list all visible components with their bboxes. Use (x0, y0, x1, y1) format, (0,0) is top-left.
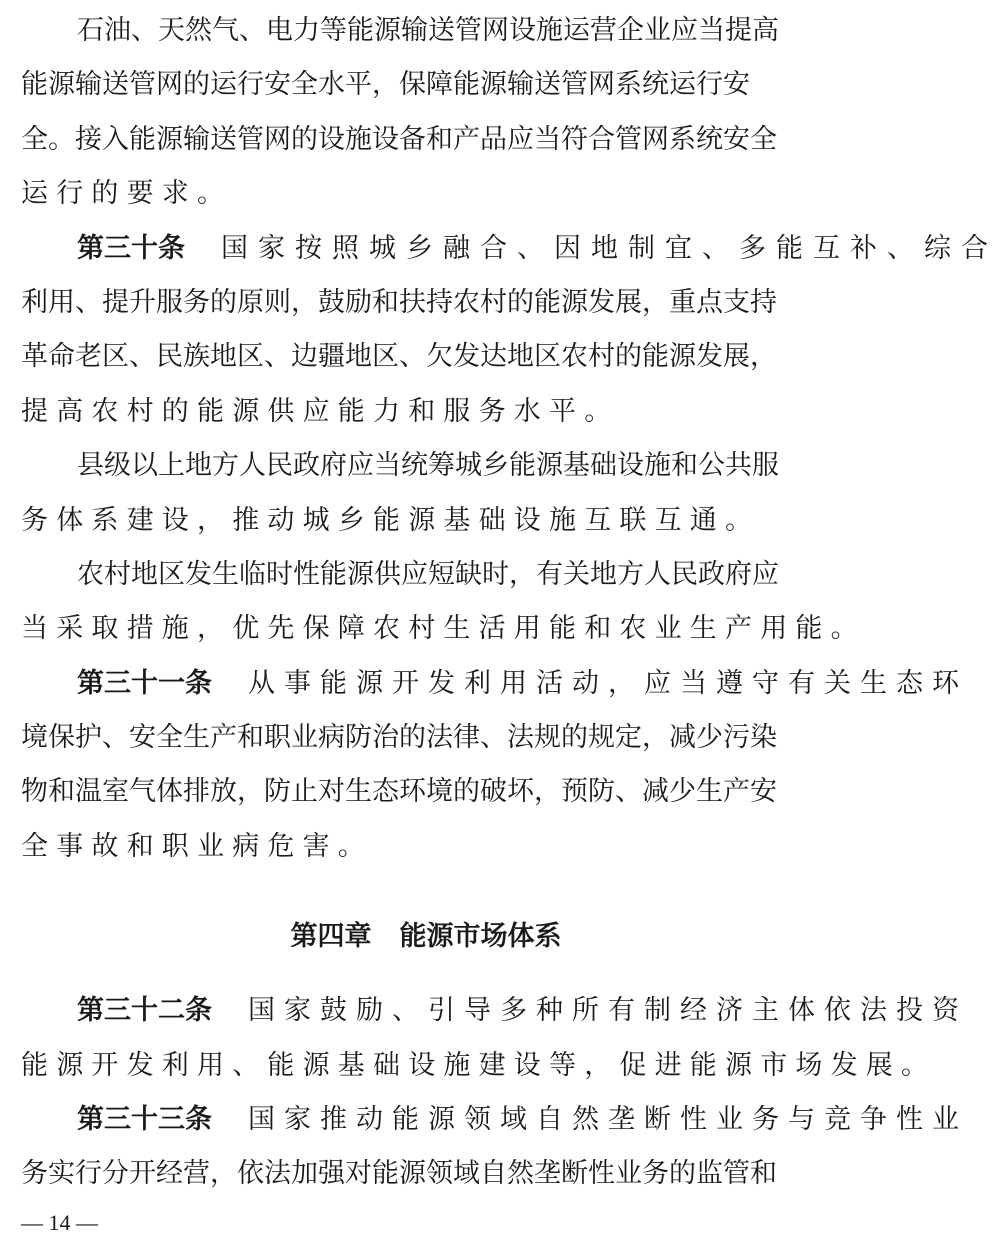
text-span: 从事能源开发利用活动，应当遵守有关生态环 (248, 667, 968, 699)
text-line: 境保护、安全生产和职业病防治的法律、法规的规定，减少污染 (21, 722, 777, 754)
article-first-line (21, 992, 968, 1046)
page-number: — 14 — (21, 1210, 98, 1235)
article-number: 第三十条 (77, 232, 185, 264)
article-first-line (21, 1101, 968, 1155)
text-span: 国家推动能源领域自然垄断性业务与竞争性业 (248, 1104, 968, 1136)
text-line: 利用、提升服务的原则，鼓励和扶持农村的能源发展，重点支持 (21, 286, 777, 318)
text-span: 国家鼓励、引导多种所有制经济主体依法投资 (248, 995, 968, 1027)
text-line: 革命老区、民族地区、边疆地区、欠发达地区农村的能源发展， (21, 341, 777, 373)
text-line: 全事故和职业病危害。 (21, 830, 373, 862)
text-line: 县级以上地方人民政府应当统筹城乡能源基础设施和公共服 (77, 450, 779, 482)
text-line: 农村地区发生临时性能源供应短缺时，有关地方人民政府应 (77, 558, 779, 590)
text-line: 物和温室气体排放，防止对生态环境的破坏，预防、减少生产安 (21, 776, 777, 808)
text-line: 能源输送管网的运行安全水平，保障能源输送管网系统运行安 (21, 69, 750, 101)
article-number: 第三十三条 (77, 1104, 212, 1136)
article-first-line (21, 230, 998, 284)
text-line: 务实行分开经营，依法加强对能源领域自然垄断性业务的监管和 (21, 1158, 777, 1190)
chapter-number: 第四章 (290, 921, 372, 953)
article-number: 第三十一条 (77, 667, 212, 699)
text-line: 运行的要求。 (21, 178, 233, 210)
text-line: 石油、天然气、电力等能源输送管网设施运营企业应当提高 (77, 15, 779, 46)
text-line: 提高农村的能源供应能力和服务水平。 (21, 395, 620, 427)
article-first-line (21, 665, 968, 719)
text-line: 务体系建设，推动城乡能源基础设施互联互通。 (21, 504, 761, 536)
text-line: 全。接入能源输送管网的设施设备和产品应当符合管网系统安全 (21, 123, 777, 155)
document-page (21, 12, 998, 1210)
text-line: 能源开发利用、能源基础设施建设等，促进能源市场发展。 (21, 1049, 937, 1081)
text-span: 国家按照城乡融合、因地制宜、多能互补、综合 (221, 232, 998, 264)
text-line: 当采取措施，优先保障农村生活用能和农业生产用能。 (21, 613, 866, 645)
chapter-heading (21, 882, 831, 992)
article-number: 第三十二条 (77, 995, 212, 1027)
chapter-title: 能源市场体系 (399, 921, 562, 953)
